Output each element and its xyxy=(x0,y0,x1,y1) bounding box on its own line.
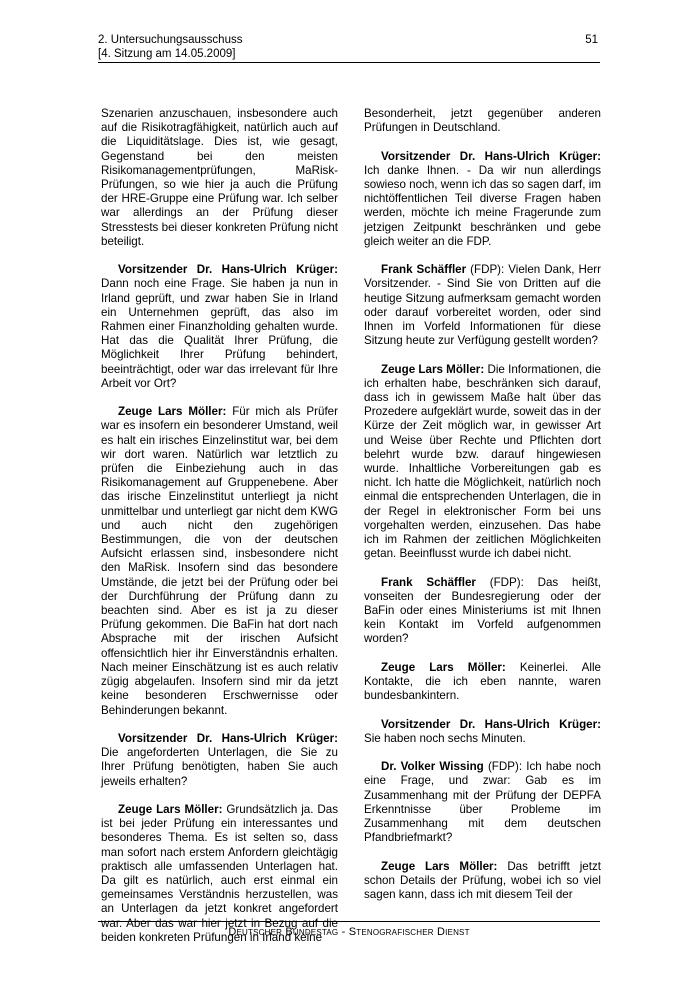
speaker-name: Zeuge Lars Möller: xyxy=(118,802,223,816)
speech-text: Die Informationen, die ich erhalten habe, beschränken sich darauf, dass ich in gewissem Maße halt über das Prozedere aufgeklärt wurde, soweit das in der Kürze der Zeit möglich war, in gewisser Art und Weise über Rechte und Pflichten dort belehrt wurde bzw. darauf hingewiesen wurde. Inhaltliche Vorbereitungen gab es nicht. Ich hatte die Möglichkeit, natürlich noch einmal die entsprechenden Unterlagen, die in der Regel in elektronischer Form bei uns vorgehalten werden, einzusehen. Das habe ich im Rahmen der zeitlichen Möglichkeiten getan. Beeinflusst wurde ich dabei nicht. xyxy=(364,362,601,561)
paragraph xyxy=(101,732,338,789)
paragraph xyxy=(364,718,601,746)
footer-divider xyxy=(98,921,600,922)
speech-text: (FDP): Ich habe noch eine Frage, und zwar: Gab es im Zusammenhang mit der Prüfung der DEPFA Erkenntnisse über Probleme im Zusammenhang mit dem deutschen Pfandbriefmarkt? xyxy=(364,760,601,845)
speech-text: Die angeforderten Unterlagen, die Sie zu Ihrer Prüfung benötigten, haben Sie auch jeweils erhalten? xyxy=(101,746,338,788)
session-date: [4. Sitzung am 14.05.2009] xyxy=(98,48,236,60)
right-column xyxy=(364,107,601,916)
paragraph xyxy=(364,860,601,903)
speaker-name: Vorsitzender Dr. Hans-Ulrich Krüger: xyxy=(381,149,601,163)
speech-text: Für mich als Prüfer war es insofern ein besonderer Umstand, weil es halt ein irisches Einzelinstitut war, bei dem wir dort waren. Natürlich war letztlich zu prüfen die Einbeziehung auch in das Risikomanagement auf Gruppenebene. Aber das irische Einzelinstitut unterliegt ja nicht unmittelbar und unterliegt gar nicht dem KWG und auch nicht den zugehörigen Bestimmungen, die von der deutschen Aufsicht erlassen sind, insbesondere nicht den MaRisk. Insofern sind das besondere Umstände, die jetzt bei der Prüfung oder bei der Durchführung der Prüfung dann zu beachten sind. Aber es ist ja zu dieser Prüfung gekommen. Die BaFin hat dort nach Absprache mit der irischen Aufsicht offensichtlich hier ihr Einverständnis erhalten. Nach meiner Einschätzung ist es auch relativ zügig abgelaufen. Insofern sind mir da jetzt keine besonderen Erschwernisse oder Behinderungen bekannt. xyxy=(101,405,338,717)
speaker-name: Vorsitzender Dr. Hans-Ulrich Krüger: xyxy=(381,717,601,731)
speech-text: Ich danke Ihnen. - Da wir nun allerdings sowieso noch, wenn ich das so sagen darf, im nichtöffentlichen Teil diverse Fragen haben werden, möchte ich meine Fragerunde zum jetzigen Zeitpunkt beschränken und gebe gleich weiter an die FDP. xyxy=(364,163,601,248)
speaker-name: Vorsitzender Dr. Hans-Ulrich Krüger: xyxy=(118,263,338,277)
page-footer: Deutscher Bundestag - Stenografischer Dienst xyxy=(228,926,470,938)
speaker-name: Frank Schäffler xyxy=(381,575,476,589)
speech-text: Grundsätzlich ja. Das ist bei jeder Prüfung ein interessantes und besonderes Thema. Es ist selten so, dass man sofort nach erstem Anfordern gleichtägig praktisch alle umfassenden Unterlagen hat. Da gilt es natürlich, auch erst einmal ein gemeinsames Verständnis herzustellen, was an Unterlagen da jetzt konkret angefordert war. Aber das war hier jetzt in Bezug auf die beiden konkreten Prüfungen in Irland keine xyxy=(101,802,338,944)
speaker-name: Zeuge Lars Möller: xyxy=(381,660,506,674)
paragraph xyxy=(364,760,601,845)
speaker-name: Frank Schäffler xyxy=(381,263,467,277)
speech-text: Besonderheit, jetzt gegenüber anderen Prüfungen in Deutschland. xyxy=(364,107,601,135)
committee-name: 2. Untersuchungsausschuss xyxy=(98,34,243,46)
paragraph xyxy=(364,661,601,704)
header-title-block xyxy=(98,33,242,61)
paragraph xyxy=(364,107,601,135)
paragraph xyxy=(101,803,338,945)
paragraph xyxy=(101,263,338,391)
speech-text: Sie haben noch sechs Minuten. xyxy=(364,731,526,745)
paragraph xyxy=(364,150,601,249)
paragraph xyxy=(364,363,601,562)
page-number: 51 xyxy=(585,34,598,46)
speech-text: (FDP): Das heißt, vonseiten der Bundesregierung oder der BaFin oder eines Ministeriums ist mit Ihnen kein Kontakt im Vorfeld aufgenommen worden? xyxy=(364,575,601,646)
paragraph xyxy=(101,107,338,249)
left-column xyxy=(101,107,338,959)
speaker-name: Vorsitzender Dr. Hans-Ulrich Krüger: xyxy=(118,731,338,745)
speaker-name: Zeuge Lars Möller: xyxy=(381,362,485,376)
speech-text: Das betrifft jetzt schon Details der Prüfung, wobei ich so viel sagen kann, dass ich mit diesem Teil der xyxy=(364,859,601,902)
speech-text: (FDP): Vielen Dank, Herr Vorsitzender. - Sind Sie von Dritten auf die heutige Sitzung aufmerksam gemacht worden oder darauf vorbereitet worden, oder sind Ihnen im Vorfeld Informationen für diese Sitzung heute zur Verfügung gestellt worden? xyxy=(364,263,601,348)
paragraph xyxy=(364,576,601,647)
page-header xyxy=(98,32,600,63)
speaker-name: Zeuge Lars Möller: xyxy=(381,859,498,873)
speech-text: Keinerlei. Alle Kontakte, die ich eben nannte, waren bundesbankintern. xyxy=(364,660,601,703)
speaker-name: Zeuge Lars Möller: xyxy=(118,405,227,419)
speech-text: Szenarien anzuschauen, insbesondere auch auf die Risikotragfähigkeit, natürlich auch auf die Liquiditätslage. Dies ist, wie gesagt, Gegenstand bei den meisten Risikomanagementprüfungen, MaRisk-Prüfungen, so wie hier ja auch die Prüfung der HRE-Gruppe eine Prüfung war. Ich selber war allerdings an der Prüfung dieser Stresstests bei dieser konkreten Prüfung nicht beteiligt. xyxy=(101,107,338,248)
speech-text: Dann noch eine Frage. Sie haben ja nun in Irland geprüft, und zwar haben Sie in Irland ein Unternehmen geprüft, das also im Rahmen einer Finanzholding gehalten wurde. Hat das die Qualität Ihrer Prüfung, die Möglichkeit Ihrer Prüfung behindert, beeinträchtigt, oder war das irrelevant für Ihre Arbeit vor Ort? xyxy=(101,277,338,390)
speaker-name: Dr. Volker Wissing xyxy=(381,760,484,774)
paragraph xyxy=(101,405,338,717)
paragraph xyxy=(364,263,601,348)
